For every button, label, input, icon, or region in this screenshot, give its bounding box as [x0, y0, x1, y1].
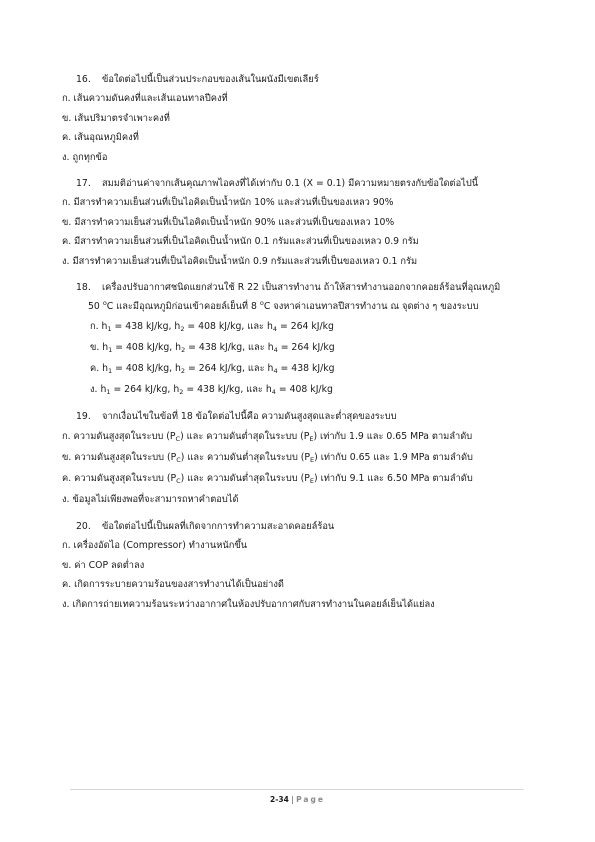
question-stem-continued — [62, 297, 542, 316]
question-text: สมมติอ่านค่าจากเส้นคุณภาพไอคงที่ได้เท่ากับ 0.1 (X = 0.1) มีความหมายตรงกับข้อใดต่อไปนี้ — [102, 178, 479, 189]
question-stem — [62, 517, 542, 536]
option-b: ข. มีสารทำความเย็นส่วนที่เป็นไอคิดเป็นน้ำหนัก 90% และส่วนที่เป็นของเหลว 10% — [62, 216, 395, 228]
option-d: ง. $h_1 = 264$ kJ/kg, $h_2 = 438$ kJ/kg, และ $h_4 = 408$ kJ/kg — [90, 384, 333, 396]
question-16 — [62, 70, 542, 167]
option-d: ง. ข้อมูลไม่เพียงพอที่จะสามารถหาคำตอบได้ — [62, 494, 239, 505]
question-list — [62, 70, 542, 621]
option-a: ก. ความดันสูงสุดในระบบ $(P_C)$ และ ความดันต่ำสุดในระบบ $(P_E)$ เท่ากับ 1.9 และ 0.65 MPa ตามลำดับ — [62, 431, 473, 443]
option-b: ข. ค่า COP ลดต่ำลง — [62, 559, 145, 571]
option-c: ค. มีสารทำความเย็นส่วนที่เป็นไอคิดเป็นน้ำหนัก 0.1 กรัมและส่วนที่เป็นของเหลว 0.9 กรัม — [62, 236, 419, 247]
option-b: ข. ความดันสูงสุดในระบบ $(P_C)$ และ ความดันต่ำสุดในระบบ $(P_E)$ เท่ากับ 0.65 และ 1.9 MPa ตามลำดับ — [62, 452, 473, 464]
question-text: ข้อใดต่อไปนี้เป็นส่วนประกอบของเส้นในผนังมีเขตเลียร์ — [102, 74, 319, 85]
option-b: ข. $h_1 = 408$ kJ/kg, $h_2 = 438$ kJ/kg, และ $h_4 = 264$ kJ/kg — [90, 342, 335, 354]
question-text-line-2: 50 $^o$C และมีอุณหภูมิก่อนเข้าคอยล์เย็นที่ 8 $^o$C จงหาค่าเอนทาลปีสารทำงาน ณ จุดต่าง ๆ ของระบบ — [88, 299, 479, 312]
question-stem — [62, 278, 542, 297]
option-d: ง. มีสารทำความเย็นส่วนที่เป็นไอคิดเป็นน้ำหนัก 0.9 กรัมและส่วนที่เป็นของเหลว 0.1 กรัม — [62, 255, 418, 267]
option-a: ก. เส้นความดันคงที่และเส้นเอนทาลปีคงที่ — [62, 93, 228, 104]
question-stem — [62, 70, 542, 89]
option-a: ก. มีสารทำความเย็นส่วนที่เป็นไอคิดเป็นน้ำหนัก 10% และส่วนที่เป็นของเหลว 90% — [62, 197, 394, 208]
question-number: 20. — [76, 521, 91, 532]
footer-separator: | — [291, 795, 294, 804]
option-b: ข. เส้นปริมาตรจำเพาะคงที่ — [62, 112, 170, 124]
option-d: ง. เกิดการถ่ายเทความร้อนระหว่างอากาศในห้องปรับอากาศกับสารทำงานในคอยล์เย็นได้แย่ลง — [62, 598, 435, 610]
page-footer — [0, 795, 595, 804]
option-d: ง. ถูกทุกข้อ — [62, 151, 108, 163]
question-18 — [62, 278, 542, 400]
option-c: ค. เกิดการระบายความร้อนของสารทำงานได้เป็นอย่างดี — [62, 579, 284, 590]
question-number: 16. — [76, 74, 91, 85]
question-text: จากเงื่อนไขในข้อที่ 18 ข้อใดต่อไปนี้คือ ความดันสูงสุดและต่ำสุดของระบบ — [102, 411, 397, 422]
footer-divider — [70, 789, 524, 790]
question-17 — [62, 174, 542, 271]
question-19 — [62, 407, 542, 510]
question-text-line-1: เครื่องปรับอากาศชนิดแยกส่วนใช้ R 22 เป็นสารทำงาน ถ้าให้สารทำงานออกจากคอยล์ร้อนที่อุณหภูมิ — [102, 282, 501, 293]
option-a: ก. เครื่องอัดไอ (Compressor) ทำงานหนักขึ้น — [62, 540, 248, 551]
option-group — [62, 316, 542, 400]
option-c: ค. $h_1 = 408$ kJ/kg, $h_2 = 264$ kJ/kg, และ $h_4 = 438$ kJ/kg — [90, 363, 335, 375]
question-stem — [62, 407, 542, 426]
page-label: Page — [296, 795, 325, 804]
question-number: 18. — [76, 282, 91, 293]
option-c: ค. ความดันสูงสุดในระบบ $(P_C)$ และ ความดันต่ำสุดในระบบ $(P_E)$ เท่ากับ 9.1 และ 6.50 MPa ตามลำดับ — [62, 473, 473, 485]
question-number: 17. — [76, 178, 91, 189]
option-a: ก. $h_1 = 438$ kJ/kg, $h_2 = 408$ kJ/kg, และ $h_4 = 264$ kJ/kg — [90, 321, 334, 333]
question-number: 19. — [76, 411, 91, 422]
page-number: 2-34 — [270, 795, 289, 804]
question-text: ข้อใดต่อไปนี้เป็นผลที่เกิดจากการทำความสะอาดคอยล์ร้อน — [102, 521, 335, 532]
question-stem — [62, 174, 542, 193]
question-20 — [62, 517, 542, 614]
option-c: ค. เส้นอุณหภูมิคงที่ — [62, 132, 139, 143]
